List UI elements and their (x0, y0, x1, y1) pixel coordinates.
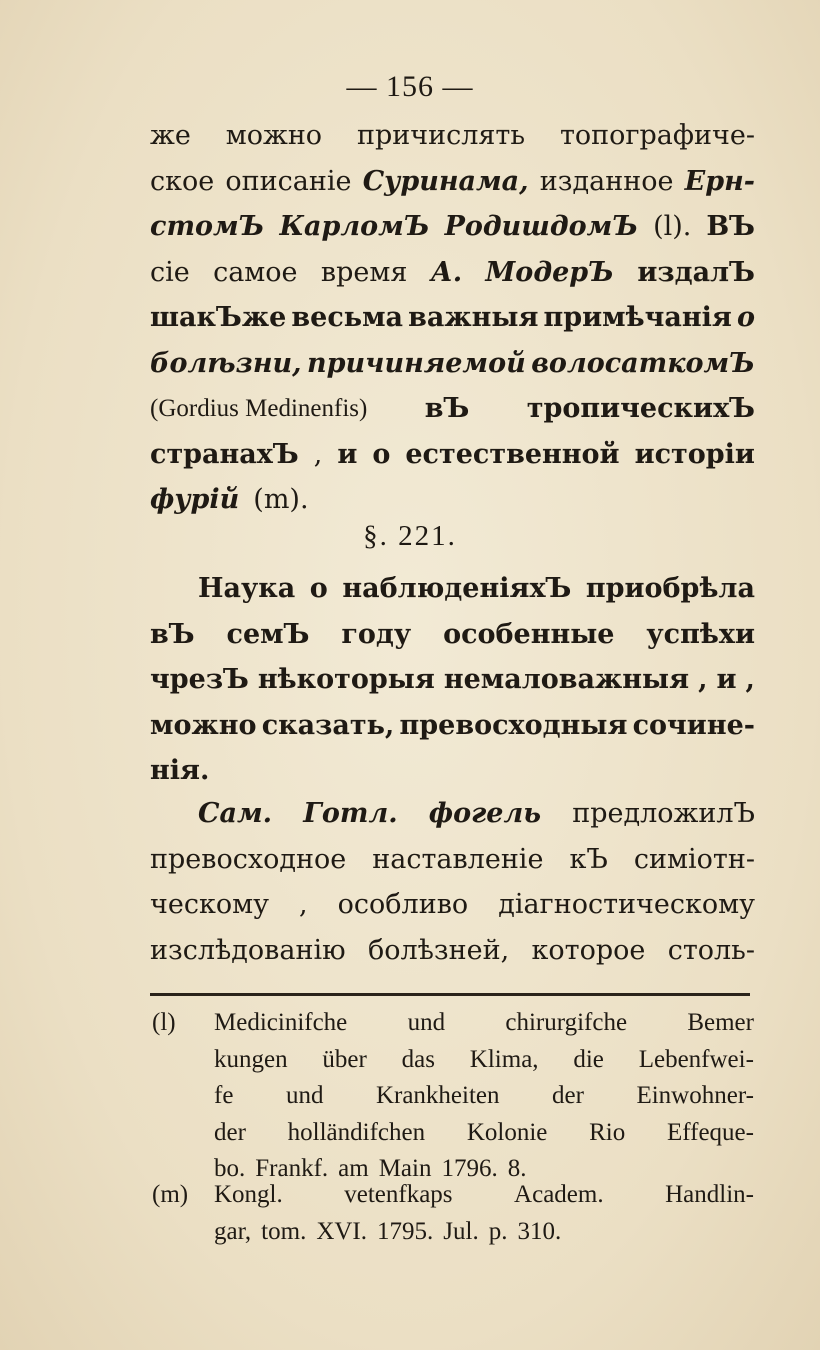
text-line (150, 566, 755, 612)
word: der (214, 1118, 246, 1146)
word: Jul. (443, 1217, 479, 1245)
word: изданное (539, 165, 674, 197)
word: 1796. (441, 1155, 498, 1182)
word: описаніе (225, 165, 352, 197)
paragraph-1 (150, 113, 755, 523)
word: сказать, (261, 709, 395, 741)
word: тропическихЪ (526, 393, 755, 424)
word: причислять (356, 120, 526, 151)
text-line (150, 295, 755, 341)
word: А. (430, 256, 463, 288)
word: über (322, 1045, 367, 1073)
word: Klima, (469, 1045, 539, 1073)
word: наставленіе (372, 843, 544, 875)
word: Kongl. (214, 1181, 283, 1208)
word: превосходныя (399, 709, 628, 741)
footnote-mark: (l) (152, 1009, 176, 1036)
word: можно (150, 709, 257, 741)
word: ское (150, 165, 215, 197)
word: весьма (291, 302, 404, 333)
word: самое (213, 256, 298, 288)
word: сочине- (632, 709, 755, 741)
word: und (407, 1009, 446, 1036)
word: tom. (261, 1217, 307, 1245)
footnote-mark: (m) (152, 1181, 189, 1208)
text-line (150, 341, 755, 387)
footnote-line (214, 1005, 754, 1042)
word: Handlin- (665, 1181, 754, 1208)
word: о (736, 302, 755, 333)
text-line (150, 928, 755, 974)
text-line (150, 159, 755, 205)
word: bo. (214, 1155, 246, 1182)
text-line (150, 882, 755, 928)
word: о (309, 573, 328, 604)
word: кЪ (569, 843, 608, 875)
footnote-line (214, 1214, 754, 1251)
text-line (150, 250, 755, 296)
word: Lebenfwei- (638, 1045, 754, 1073)
word: und (285, 1082, 324, 1109)
word: holländifchen (287, 1118, 426, 1146)
word: Medicinifche (214, 1009, 348, 1036)
word: Krankheiten (375, 1082, 500, 1109)
word: die (573, 1045, 604, 1073)
word: der (552, 1082, 584, 1109)
footnote-line (214, 1115, 754, 1152)
word: волосаткомЪ (531, 347, 755, 379)
word: столь- (667, 934, 755, 966)
word: особенные (443, 618, 615, 650)
footnote-line (214, 1177, 754, 1214)
text-line (150, 657, 755, 703)
word: болѣзней, (367, 934, 510, 966)
footnote-divider (150, 993, 750, 996)
word: примѣчанія (543, 302, 732, 333)
word: ВЪ (706, 211, 755, 242)
word: Frankf. (255, 1155, 329, 1182)
footnote-line (214, 1042, 754, 1079)
word: ческому (150, 889, 269, 920)
word: причиняемой (307, 347, 526, 379)
latin-name: (Gordius Medinenfis) (150, 395, 368, 422)
word: gar, (214, 1217, 252, 1245)
word: время (320, 256, 408, 288)
word: фурій (150, 484, 240, 515)
word: РодишдомЪ (444, 211, 639, 242)
word: 310. (517, 1217, 562, 1245)
text-line (150, 612, 755, 658)
word: діагностическому (498, 889, 755, 920)
word: , (698, 664, 708, 695)
word: топографиче- (559, 120, 755, 151)
footnote-line (214, 1078, 754, 1115)
word: симіотн- (633, 843, 755, 875)
text-line (150, 703, 755, 749)
word: сіе (150, 256, 190, 288)
word: превосходное (150, 843, 347, 875)
word: же (150, 120, 191, 151)
word: вЪ (424, 393, 470, 424)
word: немаловажныя (443, 664, 690, 695)
word: 8. (507, 1155, 527, 1182)
word: приобрѣла (585, 573, 755, 604)
word: Einwohner- (636, 1082, 754, 1109)
text-line (150, 432, 755, 478)
word: vetenfkaps (344, 1181, 453, 1208)
word: fe (214, 1082, 234, 1109)
text-line (150, 748, 755, 794)
paragraph-2 (150, 566, 755, 794)
word: исторіи (634, 438, 755, 470)
word: p. (488, 1217, 508, 1245)
footnote-text (214, 1005, 754, 1188)
word: Bemer (687, 1009, 754, 1036)
page-number: — 156 — (346, 70, 474, 103)
word: издалЪ (637, 256, 755, 288)
word: Academ. (514, 1181, 604, 1208)
word: году (341, 618, 412, 650)
word: , (299, 889, 308, 920)
word: чрезЪ (150, 664, 249, 695)
paragraph-3 (150, 791, 755, 973)
section-heading: §. 221. (363, 520, 457, 552)
word: нѣкоторыя (257, 664, 435, 695)
word: фогель (428, 798, 542, 829)
text-line (150, 204, 755, 250)
word: можно (225, 120, 323, 151)
word: болѣзни, (150, 347, 302, 379)
word: das (401, 1045, 435, 1073)
word: шакЪже (150, 302, 287, 333)
word: Main (378, 1155, 432, 1182)
word: Ерн- (684, 165, 755, 197)
word: нія. (150, 755, 210, 786)
word: стомЪ (150, 211, 265, 242)
text-line (150, 837, 755, 883)
word: естественной (405, 438, 620, 470)
text-line (150, 477, 755, 523)
word: которое (531, 934, 646, 966)
word: Наука (198, 573, 296, 604)
word: Rio (589, 1118, 626, 1146)
footnote-ref: (m). (253, 484, 309, 515)
word: am (338, 1155, 369, 1182)
word: наблюденіяхЪ (342, 573, 572, 604)
word: , (313, 438, 323, 470)
word: особливо (337, 889, 469, 920)
word: и (337, 438, 358, 470)
word: семЪ (226, 618, 310, 650)
word: , (745, 664, 755, 695)
word: Effeque- (666, 1118, 754, 1146)
word: 1795. (377, 1217, 434, 1245)
word: о (372, 438, 391, 470)
word: chirurgifche (505, 1009, 628, 1036)
word: вЪ (150, 618, 195, 650)
text-line (150, 386, 755, 432)
word: важныя (408, 302, 539, 333)
footnote-m (152, 1177, 752, 1252)
word: Суринама, (362, 165, 529, 197)
word: изслѣдованію (150, 934, 346, 966)
word: и (716, 664, 737, 695)
word: Kolonie (466, 1118, 548, 1146)
word: Сам. (198, 798, 273, 829)
word: МодерЪ (485, 256, 614, 288)
word: успѣхи (646, 618, 755, 650)
text-line (150, 113, 755, 159)
word: XVI. (316, 1217, 368, 1245)
footnote-l (152, 1005, 752, 1190)
word: странахЪ (150, 438, 299, 470)
text-line (150, 791, 755, 837)
footnote-ref: (l). (653, 211, 692, 242)
word: предложилЪ (572, 798, 755, 829)
word: КарломЪ (279, 211, 430, 242)
word: kungen (214, 1045, 288, 1073)
word: Готл. (303, 798, 398, 829)
footnote-text (214, 1177, 754, 1250)
